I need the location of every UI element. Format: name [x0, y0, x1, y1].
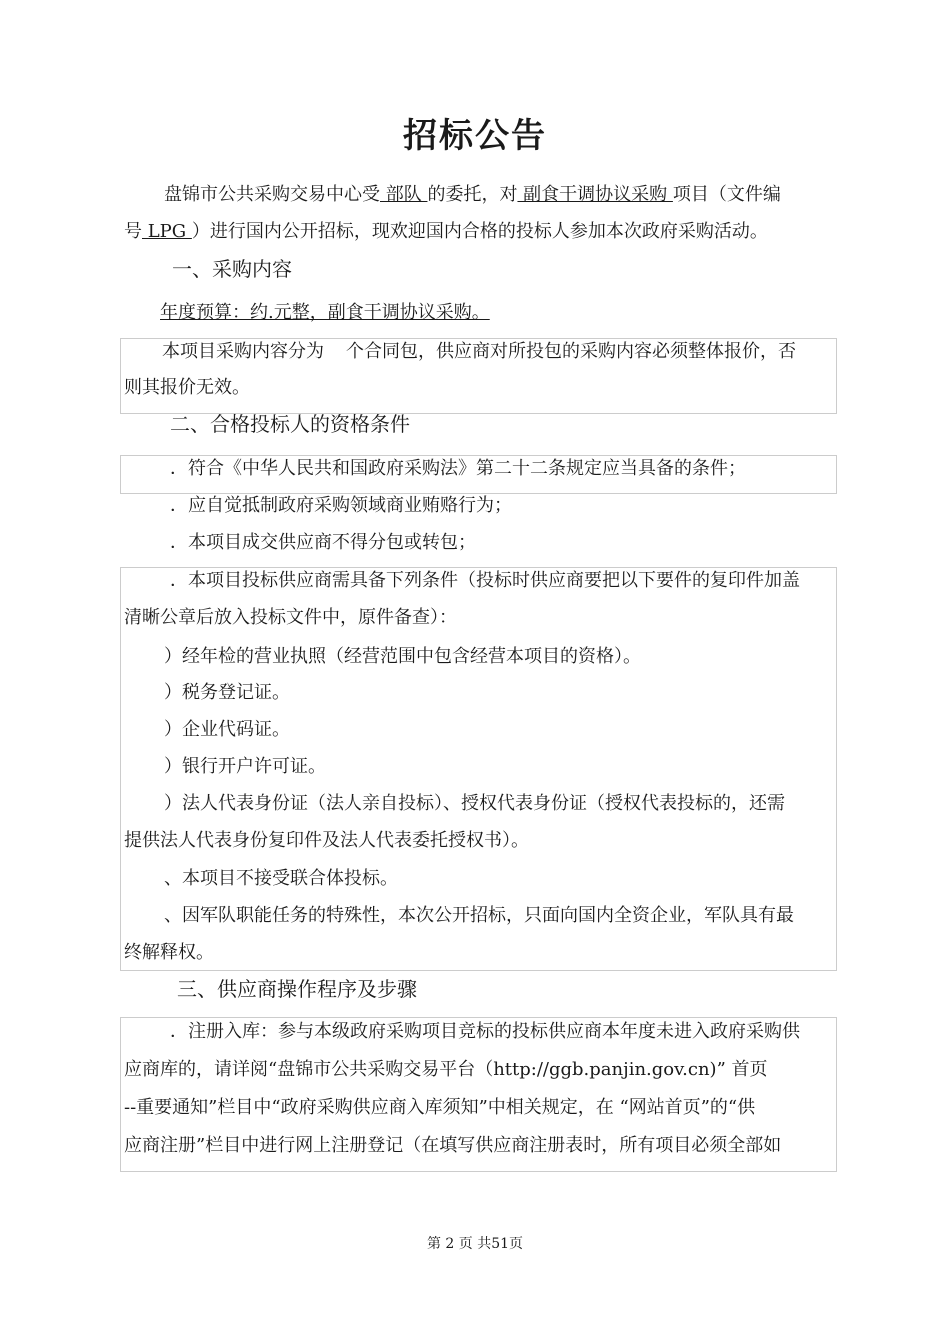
package-text-a: 本项目采购内容分为: [162, 341, 324, 362]
annual-budget: 年度预算：约.元整，副食干调协议采购。: [160, 302, 490, 323]
registration-line: --重要通知”栏目中“政府采购供应商入库须知”中相关规定，在 “网站首页”的“供: [124, 1097, 756, 1118]
qualification-item: ．应自觉抵制政府采购领域商业贿赂行为；: [170, 495, 512, 516]
intro-text-e: ）进行国内公开招标，现欢迎国内合格的投标人参加本次政府采购活动。: [191, 221, 768, 242]
package-line-1: [162, 340, 796, 364]
military-line-1: 、因军队职能任务的特殊性，本次公开招标，只面向国内全资企业，军队具有最: [164, 905, 794, 926]
section-3-heading: 三、供应商操作程序及步骤: [177, 977, 417, 1001]
intro-text-d: 号: [124, 221, 142, 242]
registration-line: 应商库的，请详阅“盘锦市公共采购交易平台（http://ggb.panjin.gov.cn)” 首页: [124, 1059, 768, 1080]
intro-line-1: [164, 183, 781, 207]
package-line-2: 则其报价无效。: [124, 377, 250, 398]
intro-line-2: [124, 220, 768, 244]
file-number: LPG: [142, 221, 192, 242]
legal-rep-line-1: ）法人代表身份证（法人亲自投标）、授权代表身份证（授权代表投标的，还需: [164, 793, 785, 814]
section-1-heading: 一、采购内容: [172, 257, 292, 281]
intro-text-a: 盘锦市公共采购交易中心受: [164, 184, 380, 205]
package-text-b: 个合同包，供应商对所投包的采购内容必须整体报价，否: [346, 341, 796, 362]
condition-item: ）经年检的营业执照（经营范围中包含经营本项目的资格）。: [164, 646, 641, 667]
registration-line: 应商注册”栏目中进行网上注册登记（在填写供应商注册表时，所有项目必须全部如: [124, 1135, 782, 1156]
document-title: 招标公告: [403, 116, 547, 156]
military-line-2: 终解释权。: [124, 942, 214, 963]
entrusting-unit: 部队: [380, 184, 428, 205]
condition-item: ）企业代码证。: [164, 719, 290, 740]
intro-text-b: 的委托，对: [427, 184, 518, 205]
page-footer: 第 2 页 共51页: [426, 1236, 524, 1252]
condition-item: ）税务登记证。: [164, 682, 290, 703]
legal-rep-line-2: 提供法人代表身份复印件及法人代表委托授权书）。: [124, 830, 529, 851]
no-consortium: 、本项目不接受联合体投标。: [164, 868, 398, 889]
conditions-line-1: ．本项目投标供应商需具备下列条件（投标时供应商要把以下要件的复印件加盖: [170, 570, 800, 591]
qualification-item: ．本项目成交供应商不得分包或转包；: [170, 532, 476, 553]
section-2-heading: 二、合格投标人的资格条件: [170, 412, 410, 436]
registration-line: ．注册入库：参与本级政府采购项目竞标的投标供应商本年度未进入政府采购供: [170, 1021, 800, 1042]
condition-item: ）银行开户许可证。: [164, 756, 326, 777]
conditions-line-2: 清晰公章后放入投标文件中，原件备查）：: [124, 607, 457, 628]
qualification-item: ．符合《中华人民共和国政府采购法》第二十二条规定应当具备的条件；: [170, 458, 746, 479]
project-name: 副食干调协议采购: [517, 184, 673, 205]
intro-text-c: 项目（文件编: [672, 184, 781, 205]
